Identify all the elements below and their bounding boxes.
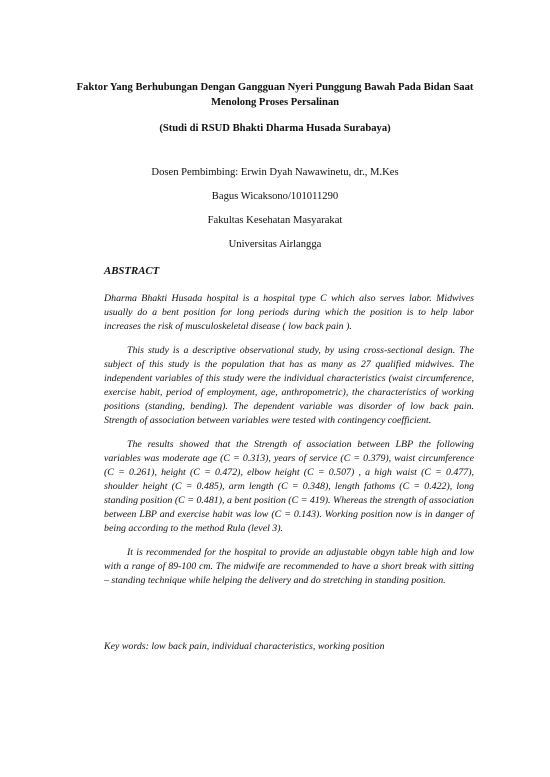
paper-subtitle: (Studi di RSUD Bhakti Dharma Husada Surabaya)	[159, 123, 391, 134]
university-line: Universitas Airlangga	[228, 239, 322, 250]
keywords-line: Key words: low back pain, individual characteristics, working position	[104, 641, 385, 652]
faculty-line: Fakultas Kesehatan Masyarakat	[207, 215, 343, 226]
abstract-paragraph: This study is a descriptive observational study, by using cross-sectional design. The subject of this study is the population that has as many as 27 qualified midwives. The independent variables of this study were the individual characteristics (waist circumference, exercise habit, period of employment, age, anthropometric), the characteristics of working positions (standing, bending). The dependent variable was disorder of low back pain. Strength of association between variables were tested with contingency coefficient.	[104, 345, 474, 426]
abstract-heading: ABSTRACT	[104, 265, 160, 277]
abstract-section	[104, 264, 474, 598]
student-line: Bagus Wicaksono/101011290	[211, 191, 339, 202]
abstract-paragraph: The results showed that the Strength of association between LBP the following variables was moderate age (C = 0.313), years of service (C = 0.379), waist circumference (C = 0.261), height (C = 0.472), elbow height (C = 0.507) , a high waist (C = 0.477), shoulder height (C = 0.485), arm length (C = 0.348), length fathoms (C = 0.422), long standing position (C = 0.481), a bent position (C = 419). Whereas the strength of association between LBP and exercise habit was low (C = 0.143). Working position now is in danger of being according to the method Rula (level 3).	[104, 439, 474, 534]
supervisor-line: Dosen Pembimbing: Erwin Dyah Nawawinetu, dr., M.Kes	[151, 167, 399, 178]
paper-title: Faktor Yang Berhubungan Dengan Gangguan Nyeri Punggung Bawah Pada Bidan Saat Menolong Proses Persalinan	[76, 82, 474, 108]
paper-header	[60, 80, 490, 252]
abstract-paragraph: Dharma Bhakti Husada hospital is a hospital type C which also serves labor. Midwives usually do a bent position for long periods during which the position is to help labor increases the risk of musculoskeletal disease ( low back pain ).	[104, 293, 474, 332]
abstract-paragraph: It is recommended for the hospital to provide an adjustable obgyn table high and low with a range of 89-100 cm. The midwife are recommended to have a short break with sitting – standing technique while helping the delivery and do stretching in standing position.	[104, 547, 474, 586]
